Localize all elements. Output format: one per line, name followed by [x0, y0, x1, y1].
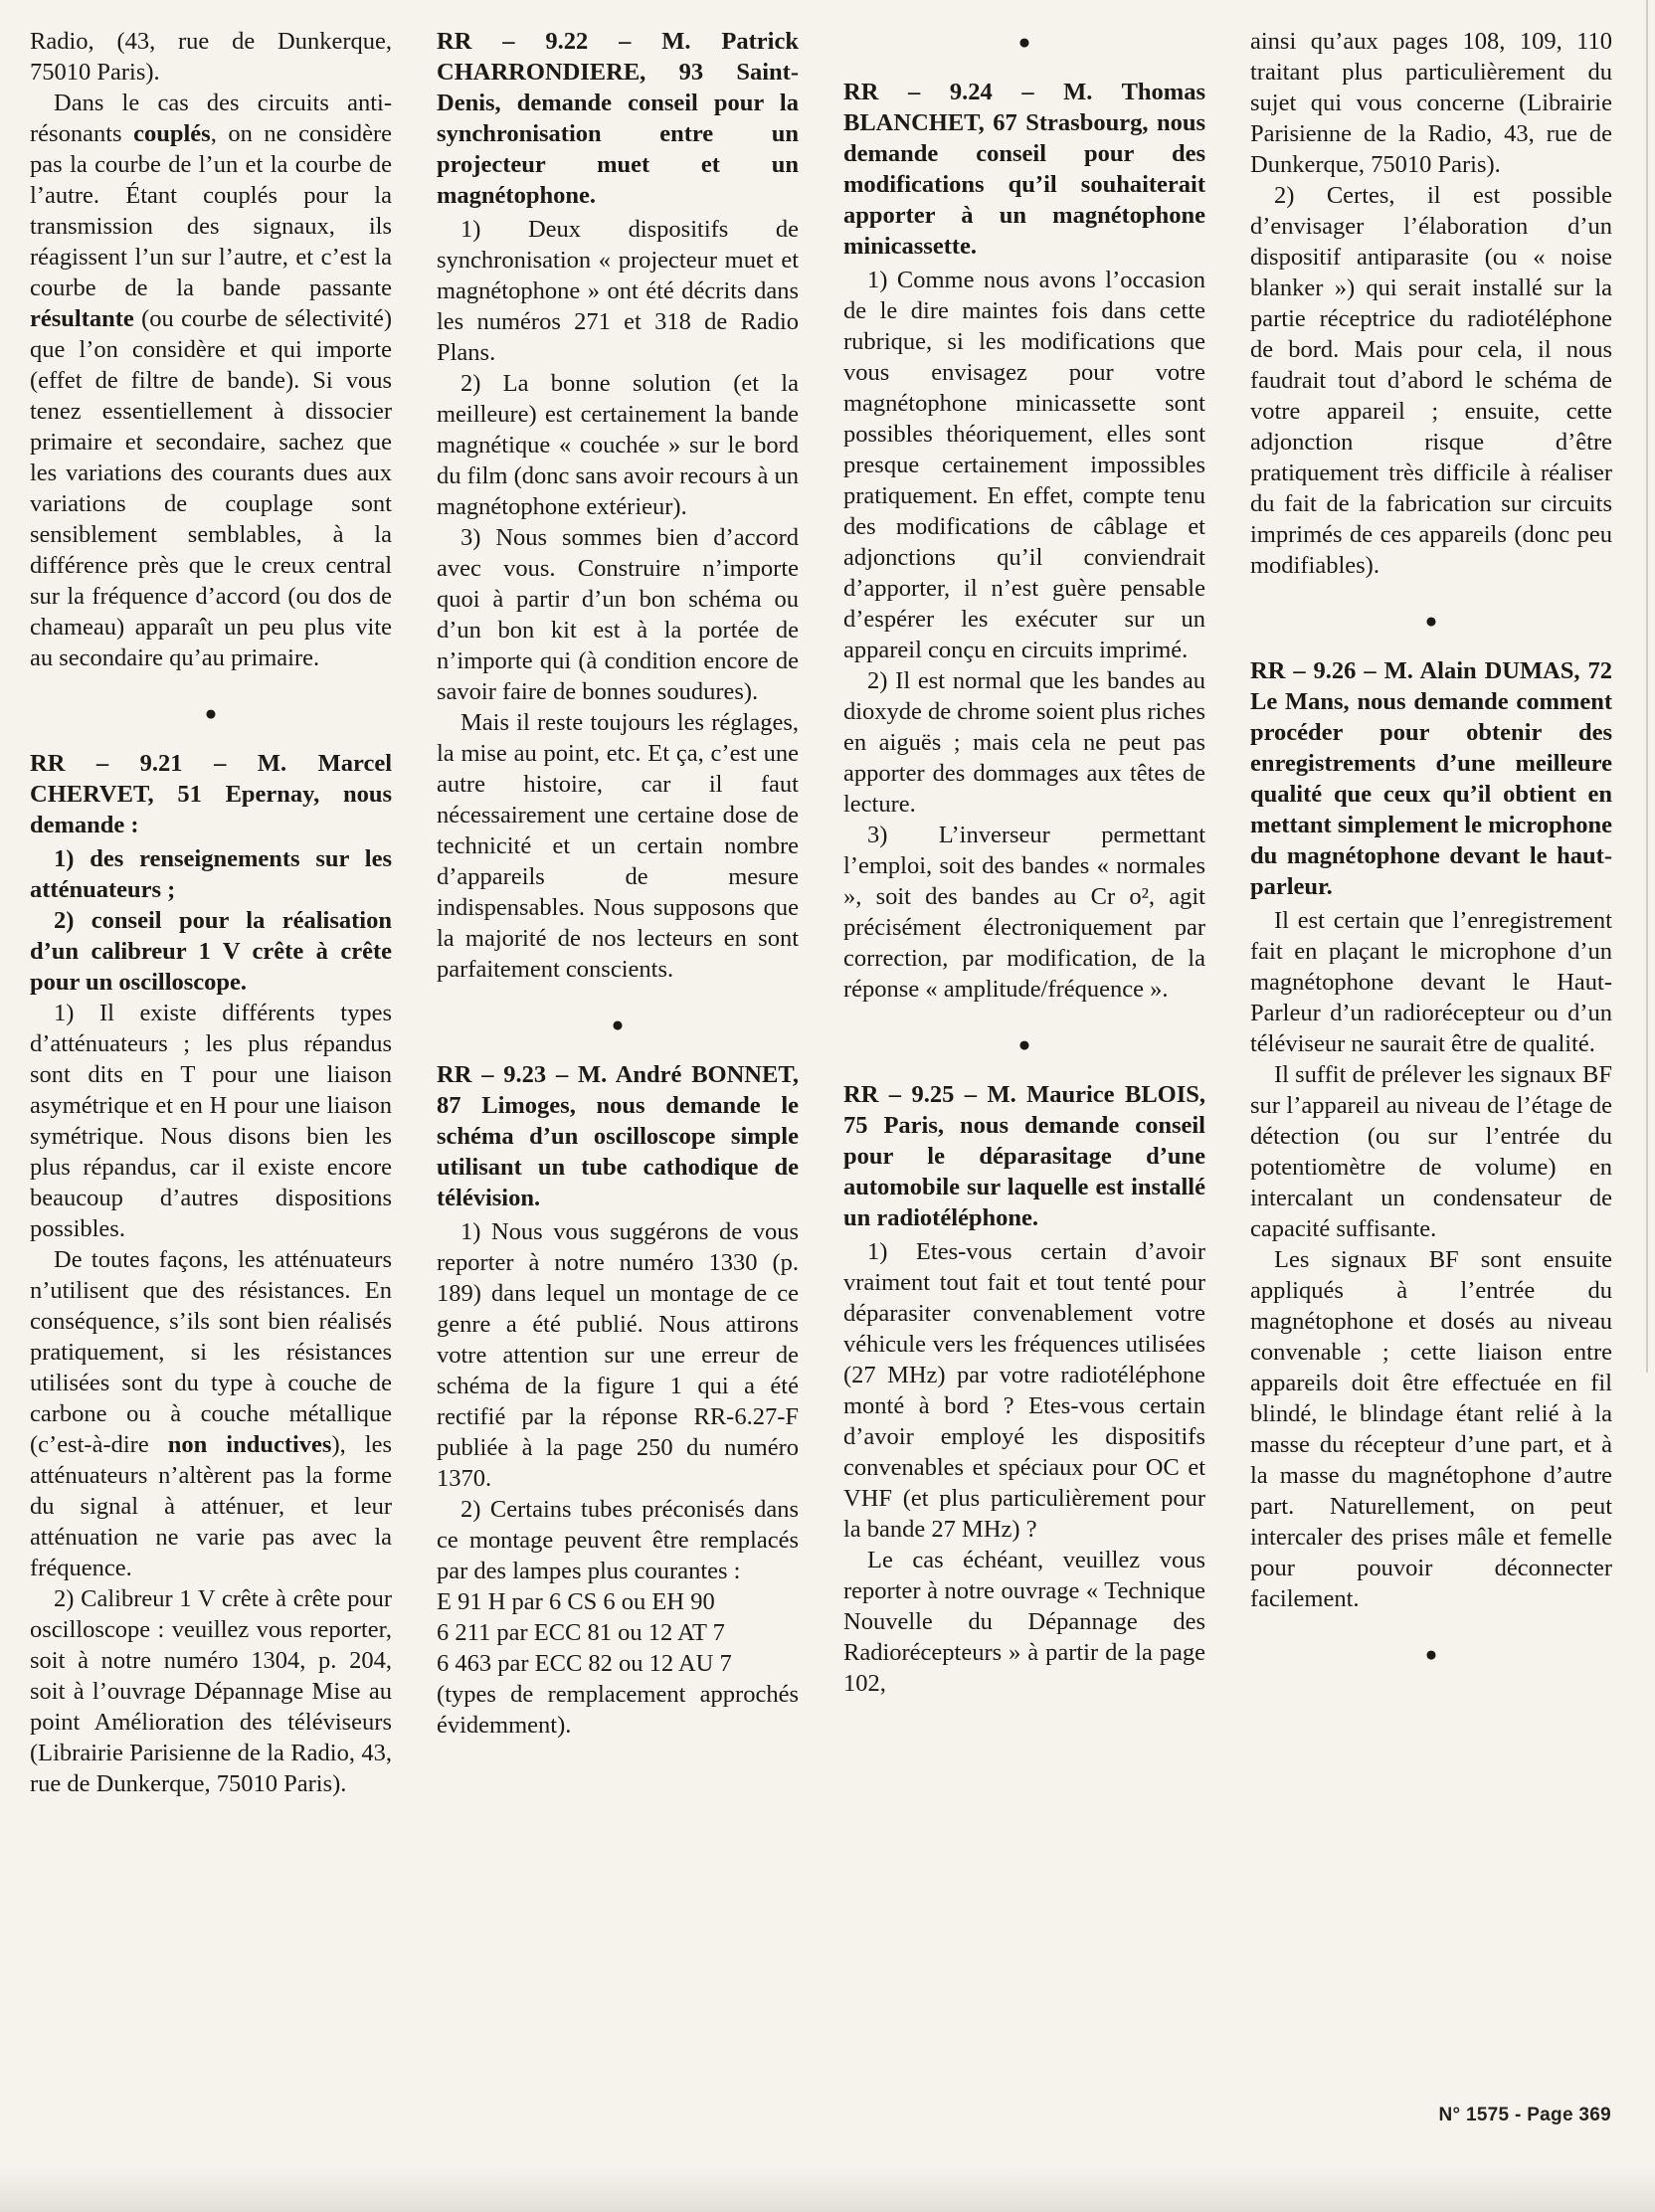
paragraph: 1) Il existe différents types d’atténuateurs ; les plus répandus sont dits en T pour une liaison asymétrique et en H pour une liaison symétrique. Nous disons bien les plus répandus, car il existe encore beaucoup d’autres dispositions possibles. [30, 1000, 392, 1242]
bold-text: couplés [133, 120, 211, 147]
paragraph: 2) La bonne solution (et la meilleure) est certainement la bande magnétique « couchée » sur le bord du film (donc sans avoir recours à un magnétophone extérieur). [437, 370, 799, 520]
paragraph: 1) Nous vous suggérons de vous reporter à notre numéro 1330 (p. 189) dans lequel un montage de ce genre a été publié. Nous attirons votre attention sur une erreur de schéma de la figure 1 qui a été rectifié par la réponse RR-6.27-F publiée à la page 250 du numéro 1370. [437, 1218, 799, 1492]
question-heading: RR – 9.22 – M. Patrick CHARRONDIERE, 93 Saint-Denis, demande conseil pour la synchronisation entre un projecteur muet et un magnétophone. [437, 28, 799, 209]
paragraph: 1) Comme nous avons l’occasion de le dire maintes fois dans cette rubrique, si les modifications que vous envisagez pour votre magnétophone minicassette sont possibles théoriquement, elles sont presque certainement impossibles pratiquement. En effet, compte tenu des modifications de câblage et adjonctions qu’il conviendrait d’apporter, il n’est guère pensable d’espérer les exécuter sur un appareil conçu en circuits imprimé. [843, 267, 1205, 663]
paragraph: (types de remplacement approchés évidemment). [437, 1681, 799, 1739]
bold-text: non inductives [167, 1431, 332, 1458]
section-separator-bullet: ● [1424, 609, 1438, 633]
question-heading: RR – 9.25 – M. Maurice BLOIS, 75 Paris, nous demande conseil pour le déparasitage d’une automobile sur laquelle est installé un radiotéléphone. [843, 1081, 1205, 1231]
section-separator-bullet: ● [1017, 30, 1031, 54]
question-heading: 1) des renseignements sur les atténuateurs ; [30, 845, 392, 903]
page-footer: N° 1575 - Page 369 [1438, 2105, 1611, 2125]
section-separator-bullet: ● [1017, 1032, 1031, 1056]
paragraph: 3) Nous sommes bien d’accord avec vous. Construire n’importe quoi à partir d’un bon schéma ou d’un bon kit est à la portée de n’importe qui (à condition encore de savoir faire de bonnes soudures). [437, 524, 799, 705]
paragraph: Radio, (43, rue de Dunkerque, 75010 Paris). [30, 28, 392, 86]
paragraph: 3) L’inverseur permettant l’emploi, soit des bandes « normales », soit des bandes au Cr o², agit précisément électroniquement par correction, par modification, de la réponse « amplitude/fréquence ». [843, 822, 1205, 1003]
paragraph: Il est certain que l’enregistrement fait en plaçant le microphone d’un magnétophone devant le Haut-Parleur d’un radiorécepteur ou d’un téléviseur ne saurait être de qualité. [1250, 907, 1612, 1057]
page-edge-shadow [1646, 0, 1648, 1373]
section-separator-bullet: ● [611, 1013, 625, 1036]
paragraph: 2) Certes, il est possible d’envisager l’élaboration d’un dispositif antiparasite (ou « noise blanker ») qui serait installé sur la partie réceptrice du radiotéléphone de bord. Mais pour cela, il nous faudrait tout d’abord le schéma de votre appareil ; ensuite, cette adjonction risque d’être pratiquement très difficile à réaliser du fait de la fabrication sur circuits imprimés de ces appareils (donc peu modifiables). [1250, 182, 1612, 579]
bold-text: résultante [30, 305, 134, 332]
question-heading: RR – 9.23 – M. André BONNET, 87 Limoges, nous demande le schéma d’un oscilloscope simple utilisant un tube cathodique de télévision. [437, 1061, 799, 1211]
paragraph: Le cas échéant, veuillez vous reporter à notre ouvrage « Technique Nouvelle du Dépannage des Radiorécepteurs » à partir de la page 102, [843, 1547, 1205, 1697]
question-heading: RR – 9.26 – M. Alain DUMAS, 72 Le Mans, nous demande comment procéder pour obtenir des enregistrements d’une meilleure qualité que ceux qu’il obtient en mettant simplement le microphone du magnétophone devant le haut-parleur. [1250, 657, 1612, 900]
paragraph: 6 211 par ECC 81 ou 12 AT 7 [437, 1619, 725, 1646]
paragraph: De toutes façons, les atténuateurs n’utilisent que des résistances. En conséquence, s’ils sont bien réalisés pratiquement, si les résistances utilisées sont du type à couche de carbone ou à couche métallique (c’est-à-dire non inductives), les atténuateurs n’altèrent pas la forme du signal à atténuer, et leur atténuation ne varie pas avec la fréquence. [30, 1246, 393, 1581]
paragraph: 2) Calibreur 1 V crête à crête pour oscilloscope : veuillez vous reporter, soit à notre numéro 1304, p. 204, soit à l’ouvrage Dépannage Mise au point Amélioration des téléviseurs (Librairie Parisienne de la Radio, 43, rue de Dunkerque, 75010 Paris). [30, 1585, 392, 1797]
paragraph: 2) Il est normal que les bandes au dioxyde de chrome soient plus riches en aiguës ; mais cela ne peut pas apporter des dommages aux têtes de lecture. [843, 667, 1206, 818]
magazine-page [30, 26, 1612, 1799]
paragraph: Dans le cas des circuits anti-résonants couplés, on ne considère pas la courbe de l’un et la courbe de l’autre. Étant couplés pour la transmission des signaux, ils réagissent l’un sur l’autre, et c’est la courbe de la bande passante résultante (ou courbe de sélectivité) que l’on considère et qui importe (effet de filtre de bande). Si vous tenez essentiellement à dissocier primaire et secondaire, sachez que les variations des courants dues aux variations de couplage sont sensiblement semblables, à la différence près que le creux central sur la fréquence d’accord (ou dos de chameau) apparaît un peu plus vite au secondaire qu’au primaire. [30, 90, 392, 671]
column [1250, 26, 1612, 1799]
paragraph: ainsi qu’aux pages 108, 109, 110 traitant plus particulièrement du sujet qui vous concerne (Librairie Parisienne de la Radio, 43, rue de Dunkerque, 75010 Paris). [1250, 28, 1612, 178]
column [843, 26, 1205, 1799]
paragraph: Il suffit de prélever les signaux BF sur l’appareil au niveau de l’étage de détection (ou sur l’entrée du potentiomètre de volume) en intercalant un condensateur de capacité suffisante. [1250, 1061, 1612, 1242]
paragraph: 1) Deux dispositifs de synchronisation « projecteur muet et magnétophone » ont été décrits dans les numéros 271 et 318 de Radio Plans. [437, 216, 799, 366]
paragraph: 6 463 par ECC 82 ou 12 AU 7 [437, 1650, 732, 1677]
column [30, 26, 392, 1799]
paragraph: 2) Certains tubes préconisés dans ce montage peuvent être remplacés par des lampes plus courantes : [437, 1496, 799, 1584]
section-separator-bullet: ● [1424, 1642, 1438, 1666]
section-separator-bullet: ● [204, 701, 218, 725]
paragraph: Les signaux BF sont ensuite appliqués à l’entrée du magnétophone et dosés au niveau convenable ; cette liaison entre appareils doit être effectuée en fil blindé, le blindage étant relié à la masse du récepteur d’une part, et à la masse du magnétophone d’autre part. Naturellement, on peut intercaler des prises mâle et femelle pour pouvoir déconnecter facilement. [1250, 1246, 1612, 1612]
paragraph: 1) Etes-vous certain d’avoir vraiment tout fait et tout tenté pour déparasiter convenablement votre véhicule vers les fréquences utilisées (27 MHz) par votre radiotéléphone monté à bord ? Etes-vous certain d’avoir employé les dispositifs convenables et spéciaux pour OC et VHF (et plus particulièrement pour la bande 27 MHz) ? [843, 1238, 1205, 1543]
question-heading: RR – 9.24 – M. Thomas BLANCHET, 67 Strasbourg, nous demande conseil pour des modifications qu’il souhaiterait apporter à un magnétophone minicassette. [843, 79, 1205, 260]
question-heading: RR – 9.21 – M. Marcel CHERVET, 51 Epernay, nous demande : [30, 750, 392, 838]
paragraph: Mais il reste toujours les réglages, la mise au point, etc. Et ça, c’est une autre histoire, car il faut nécessairement une certaine dose de technicité et un certain nombre d’appareils de mesure indispensables. Nous supposons que la majorité de nos lecteurs en sont parfaitement conscients. [437, 709, 799, 983]
column [437, 26, 799, 1799]
question-heading: 2) conseil pour la réalisation d’un calibreur 1 V crête à crête pour un oscilloscope. [30, 907, 392, 996]
paragraph: E 91 H par 6 CS 6 ou EH 90 [437, 1588, 715, 1615]
